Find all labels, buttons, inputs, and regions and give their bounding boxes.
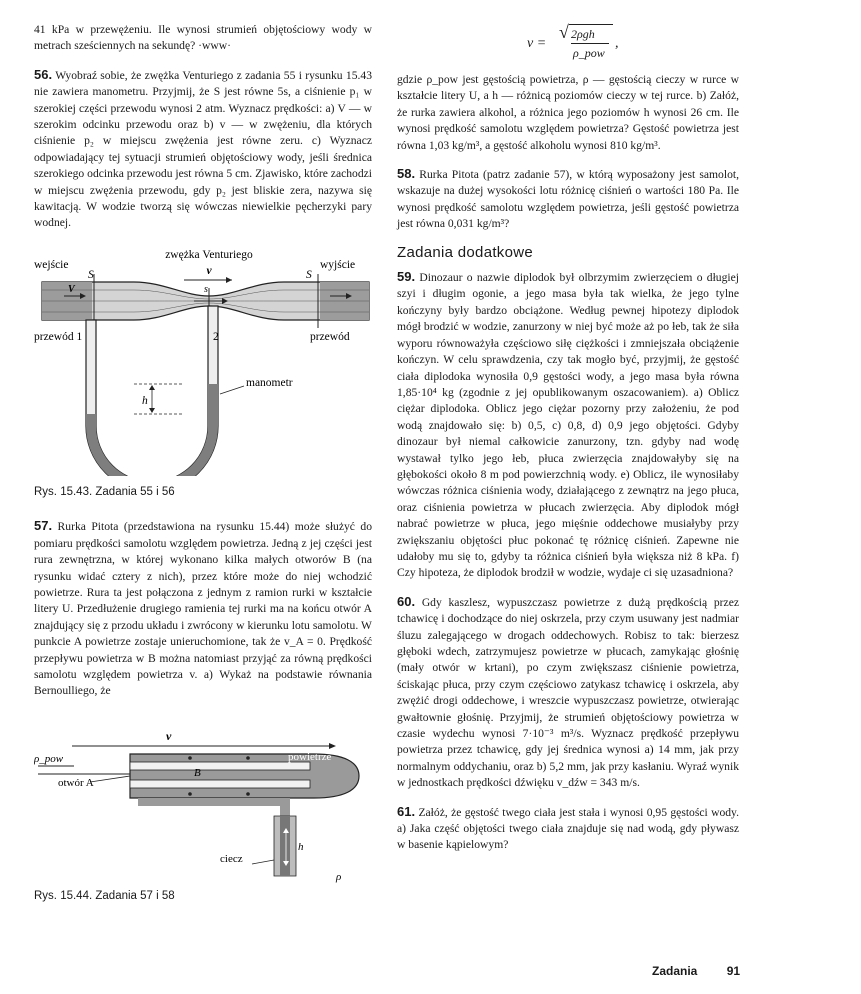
footer-section: Zadania xyxy=(652,964,698,978)
figure-15-44-label: Rys. 15.44. xyxy=(34,889,93,902)
air-label: powietrze xyxy=(288,750,332,763)
liquid-density-label: ρ xyxy=(336,870,342,883)
formula-denominator: ρ_pow xyxy=(573,46,605,60)
pitot-formula xyxy=(397,22,739,72)
paragraph-55-end: 41 kPa w przewężeniu. Ile wynosi strumień objętościowy wody w metrach sześciennych na sekundę? ·www· xyxy=(34,23,372,53)
sqrt-bar xyxy=(569,24,613,25)
venturi-diagram xyxy=(34,244,372,476)
problem-58-text: Rurka Pitota (patrz zadanie 57), w którą wyposażony jest samolot, wskazuje na dużej wysokości lotu różnicę ciśnień o wartości 180 Pa. Ile wynosi prędkość samolotu względem powietrza, jeśli gęstość powietrza jest równa 0,031 kg/m³? xyxy=(397,168,739,231)
problem-56-text: Wyobraź sobie, że zwężka Venturiego z zadania 55 i rysunku 15.43 nie zawiera manometru. Przyjmij, że S jest równe 5s, a ciśnienie p₁ w szerokiej części przewodu wynosi 2 atm. Wyznacz prędkości: a) V — w szerokim odcinku przewodu oraz b) v — w zwężeniu, dla których ciśnienie p₂ w miejscu zwężenia jest równe zeru. c) Wyznacz odpowiadający tej sytuacji strumień objętościowy wody, jeśli średnica szerokiego odcinka przewodu jest równa 5 cm. Zjawisko, które zachodzi w miejscu zwężenia przewodu, gdy p₂ jest bliskie zera, nazywa się kawitacją. W wodzie tworzą się wówczas niewielkie pęcherzyki pary wodnej. xyxy=(34,68,372,230)
problem-57-text: Rurka Pitota (przedstawiona na rysunku 15.44) może służyć do pomiaru prędkości samolotu względem powietrza. Jedną z jej części jest rura zewnętrzna, w której wykonano kilka małych otworów B (na rysunku widać cztery z nich), przez które może do niej wchodzić powietrze. Rura ta jest połączona z jednym z ramion rurki w kształcie litery U. Przedłużenie drugiego ramienia tej rurki ma na końcu otwór A znajdujący się z przodu układu i zwrócony w kierunku lotu samolotu. W punkcie A powietrze zostaje unieruchomione, tak że v_A = 0. Prędkość przepływu powietrza w B można natomiast przyjąć za równą prędkości samolotu względem powietrza v. a) Wykaż na podstawie równania Bernoulliego, że xyxy=(34,520,372,698)
figure-15-43-caption xyxy=(34,484,372,500)
pitot-height-label: h xyxy=(298,840,304,853)
problem-60-text: Gdy kaszlesz, wypuszczasz powietrze z dużą prędkością przez tchawicę i dochodzące do niej oskrzela, przy czym usuwany jest nadmiar śluzu zalegającego w drogach oddechowych. Robisz to tak: bierzesz głęboki wdech, zatrzymujesz powietrze w płucach, zamykając głośnię (mały otwór w krtani), po czym zwiększasz ciśnienie powietrza, ściskając płuca, przy czym częściowo zatykasz tchawicę i oskrzela, aby zwężić drogi oddechowe, i wreszcie wypuszczasz powietrze, otwierając gwałtownie głośnię. Przyjmij, że strumień objętościowy powietrza w czasie wydechu wynosi 7·10⁻³ m³/s. Wyznacz prędkość przepływu powietrza przez tchawicę, gdy jej średnica wynosi a) 14 mm, jak przy normalnym oddychaniu, oraz b) 5,2 mm, jak przy kasłaniu. Wyraź wynik w jednostkach prędkości dźwięku v_dźw = 343 m/s. xyxy=(397,595,739,790)
hole-b-label: B xyxy=(194,766,201,779)
sqrt-sign: √ xyxy=(559,22,569,42)
problem-57-continuation: gdzie ρ_pow jest gęstością powietrza, ρ — gęstością cieczy w rurce w kształcie litery U, a h — różnicą poziomów cieczy w tej rurce. b) Załóż, że rurka zawiera alkohol, a różnica jego poziomów h wynosi 26 cm. Ile wynosi prędkość samolotu względem powietrza? Gęstość powietrza jest równa 1,03 kg/m³, a gęstość alkoholu wynosi 810 kg/m³. xyxy=(397,73,739,152)
pitot-diagram xyxy=(34,712,372,884)
problem-60-number: 60. xyxy=(397,593,416,609)
problem-57-number: 57. xyxy=(34,518,53,534)
problem-61 xyxy=(397,804,739,854)
problem-61-number: 61. xyxy=(397,803,416,819)
air-density-label: ρ_pow xyxy=(34,752,64,765)
problem-56 xyxy=(34,67,372,232)
formula-tail: , xyxy=(615,36,619,51)
fraction-bar xyxy=(571,43,609,44)
pipe-right-label: przewód xyxy=(310,330,350,343)
problem-58 xyxy=(397,166,739,233)
figure-15-44-caption xyxy=(34,888,372,904)
area-s-left: S xyxy=(88,268,94,281)
venturi-title: zwężka Venturiego xyxy=(165,248,253,261)
problem-58-number: 58. xyxy=(397,166,416,182)
pitot-figure xyxy=(34,712,372,884)
area-s-right: S xyxy=(306,268,312,281)
problem-59-text: Dinozaur o nazwie diplodok był olbrzymim zwierzęciem o długiej szyi i długim ogonie, a jego masa była tak wielka, że jego tylne kończyny były bardzo obciążone. Według pewnej hipotezy diplodok mógł brodzić w wodzie, zanurzony w niej być może aż po łeb, tak że siła wyporu równoważyła częściowo siłę ciężkości i zmniejszała obciążenie kończyn. W celu sprawdzenia, czy tak mogło być, przyjmij, że gęstość ciała diplodoka wynosiła 0,9 gęstości wody, a jego masa była równa 1,85·10⁴ kg (zgodnie z jej opublikowanym oszacowaniem). a) Oblicz ciężar diplodoka. Oblicz jego ciężar pozorny przy założeniu, że pod wodą znajdowało się: b) 0,5, c) 0,8, d) 0,9 jego objętości. Gdyby dinozaur był niemal całkowicie zanurzony, tzn. gdyby nad wodę wystawał tylko jego łeb, płuca zwierzęcia znajdowałyby się na głębokości około 8 m pod powierzchnią wody. e) Oblicz, ile wynosiłaby wówczas różnica ciśnienia wody, działającego z zewnątrz na jego płuca, oraz ciśnienia powietrza w płucach zwierzęcia. Aby diplodok mógł nabrać powietrze w płuca, jego mięśnie oddechowe musiałyby przy zwiększaniu objętości płuc pokonać tę różnicę ciśnień. Zapewne nie udałoby mu się to, gdyby ta różnica ciśnień była większa niż 8 kPa. f) Czy hipoteza, że diplodok brodził w wodzie, wydaje ci się uzasadniona? xyxy=(397,271,739,580)
problem-59-number: 59. xyxy=(397,269,416,285)
section-2-label: 2 xyxy=(213,330,219,343)
height-h-label: h xyxy=(142,394,148,407)
inlet-label: wejście xyxy=(34,258,69,271)
problem-57 xyxy=(34,518,372,699)
section-heading: Zadania dodatkowe xyxy=(397,243,534,261)
problem-59 xyxy=(397,269,739,582)
formula-lhs: v = xyxy=(527,36,547,51)
page-footer xyxy=(652,964,740,978)
area-small-s: s xyxy=(204,283,208,295)
figure-15-43-text: Zadania 55 i 56 xyxy=(95,485,175,498)
outlet-label: wyjście xyxy=(320,258,356,271)
right-column xyxy=(397,22,739,866)
problem-56-number: 56. xyxy=(34,66,53,82)
figure-15-44-text: Zadania 57 i 58 xyxy=(95,889,175,902)
opening-a-label: otwór A xyxy=(58,776,94,789)
page-number: 91 xyxy=(726,964,741,978)
formula-numerator: 2ρgh xyxy=(571,27,595,41)
velocity-V-label: V xyxy=(68,283,75,295)
pipe-left-label: przewód 1 xyxy=(34,330,83,343)
liquid-label: ciecz xyxy=(220,852,243,865)
problem-60 xyxy=(397,594,739,792)
problem-61-text: Załóż, że gęstość twego ciała jest stała i wynosi 0,95 gęstości wody. a) Jaka część objętości twego ciała znajduje się nad wodą, gdy pływasz w basenie kąpielowym? xyxy=(397,805,740,852)
left-column xyxy=(34,22,372,916)
manometer-label: manometr xyxy=(246,376,293,389)
figure-15-43-label: Rys. 15.43. xyxy=(34,485,93,498)
velocity-v-label: v xyxy=(206,264,212,277)
pitot-velocity-label: v xyxy=(166,728,172,743)
venturi-figure xyxy=(34,244,372,476)
